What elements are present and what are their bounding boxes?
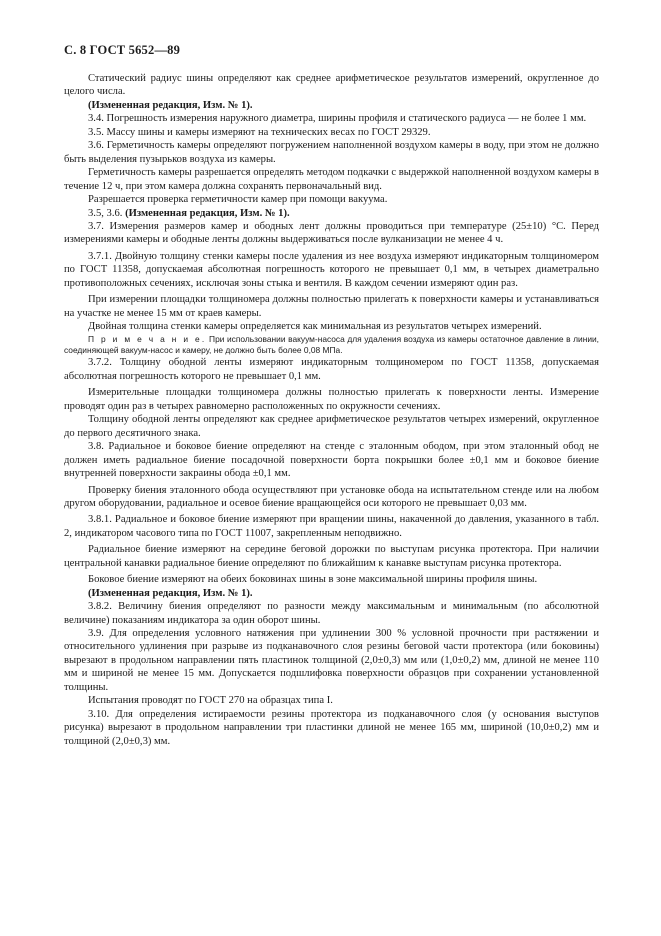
clause-3-6: 3.6. Герметичность камеры определяют погружением наполненной воздухом камеры в воду, при этом не должно быть выделения пузырьков воздуха из камеры. bbox=[64, 140, 599, 165]
paragraph: Толщину ободной ленты определяют как среднее арифметическое результатов четырех измерений, округленное до первого десятичного знака. bbox=[64, 414, 599, 439]
clause-3-10: 3.10. Для определения истираемости резины протектора из подканавочного слоя (у основания выступов рисунка) вырезают в продольном направлении три пластинки длиной не менее 165 мм, шириной (10,0±0,2) мм и толщиной (2,0±0,3) мм. bbox=[64, 708, 599, 747]
amendment-note: (Измененная редакция, Изм. № 1). bbox=[88, 587, 253, 599]
clause-3-4: 3.4. Погрешность измерения наружного диаметра, ширины профиля и статического радиуса — не более 1 мм. bbox=[88, 113, 587, 125]
paragraph: Герметичность камеры разрешается определять методом подкачки с выдержкой наполненной воздухом камеры в течение 12 ч, при этом камера должна сохранять первоначальный вид. bbox=[64, 167, 599, 192]
paragraph: Разрешается проверка герметичности камер при помощи вакуума. bbox=[88, 194, 388, 206]
paragraph: Испытания проводят по ГОСТ 270 на образцах типа I. bbox=[88, 695, 333, 707]
paragraph: Проверку биения эталонного обода осуществляют при установке обода на испытательном стенде или на любом другом оборудовании, радиальное и осевое биение вращающейся оси которого не превышает 0,03 мм. bbox=[64, 484, 599, 509]
note-label: П р и м е ч а н и е. bbox=[88, 333, 207, 344]
clause-3-7-2: 3.7.2. Толщину ободной ленты измеряют индикаторным толщиномером по ГОСТ 11358, допускаемая абсолютная погрешность которого не превышает 0,1 мм. bbox=[64, 357, 599, 382]
clause-3-7-1: 3.7.1. Двойную толщину стенки камеры после удаления из нее воздуха измеряют индикаторным толщиномером по ГОСТ 11358, допускаемая абсолютная погрешность которого не превышает 0,1 мм, в четырех диаметрально противоположных сечениях, исключая зоны стыка и вентиля. В каждом сечении измеряют один раз. bbox=[64, 250, 599, 289]
document-body bbox=[64, 72, 599, 748]
amendment-note bbox=[64, 207, 599, 220]
paragraph: Статический радиус шины определяют как среднее арифметическое результатов измерений, округленное до целого числа. bbox=[64, 73, 599, 98]
note-text: При использовании вакуум-насоса для удаления воздуха из камеры остаточное давление в линии, соединяющей вакуум-насос и камеру, не должно быть более 0,08 МПа. bbox=[64, 333, 600, 356]
page-header: С. 8 ГОСТ 5652—89 bbox=[64, 43, 181, 57]
clause-3-5: 3.5. Массу шины и камеры измеряют на технических весах по ГОСТ 29329. bbox=[88, 126, 431, 138]
paragraph: Двойная толщина стенки камеры определяется как минимальная из результатов четырех измерений. bbox=[88, 321, 542, 333]
clause-3-8: 3.8. Радиальное и боковое биение определяют на стенде с эталонным ободом, при этом эталонный обод не должен иметь радиальное биение посадочной поверхности борта покрышки более ±0,1 мм и боковое биение внутренней поверхности закраины обода ±0,1 мм. bbox=[64, 441, 599, 480]
amendment-label: (Измененная редакция, Изм. № 1). bbox=[125, 207, 290, 219]
note bbox=[64, 334, 599, 357]
clause-3-7: 3.7. Измерения размеров камер и ободных лент должны проводиться при температуре (25±10) °С. Перед измерениями камеры и ободные ленты должны выдерживаться после вулканизации не менее 4 ч. bbox=[64, 220, 599, 246]
paragraph: Измерительные площадки толщиномера должны полностью прилегать к поверхности ленты. Измерение проводят один раз в четырех равномерно расположенных по окружности сечениях. bbox=[64, 387, 599, 412]
clause-3-9: 3.9. Для определения условного натяжения при удлинении 300 % условной прочности при растяжении и относительного удлинения при разрыве из подканавочного слоя резины беговой части протектора (или боковины) вырезают в продольном направлении пять пластинок толщиной (2,0±0,3) мм или (1,0±0,2) мм, длиной не менее 110 мм и шириной не менее 15 мм. Допускается подшлифовка поверхности образцов при сохранении установленной толщины. bbox=[64, 628, 599, 693]
paragraph: Радиальное биение измеряют на середине беговой дорожки по выступам рисунка протектора. При наличии центральной канавки радиальное биение определяют по ближайшим к канавке выступам рисунка протектора. bbox=[64, 544, 599, 569]
clause-ref: 3.5, 3.6. bbox=[88, 207, 123, 219]
clause-3-8-1: 3.8.1. Радиальное и боковое биение измеряют при вращении шины, накаченной до давления, указанного в табл. 2, индикатором часового типа по ГОСТ 11007, закрепленным неподвижно. bbox=[64, 514, 599, 539]
amendment-note: (Измененная редакция, Изм. № 1). bbox=[88, 99, 253, 111]
paragraph: При измерении площадки толщиномера должны полностью прилегать к поверхности камеры и устанавливаться на участке не менее 15 мм от краев камеры. bbox=[64, 294, 599, 319]
paragraph: Боковое биение измеряют на обеих боковинах шины в зоне максимальной ширины профиля шины. bbox=[88, 574, 538, 586]
clause-3-8-2: 3.8.2. Величину биения определяют по разности между максимальным и минимальным (по абсолютной величине) показаниям индикатора за один оборот шины. bbox=[64, 601, 599, 626]
